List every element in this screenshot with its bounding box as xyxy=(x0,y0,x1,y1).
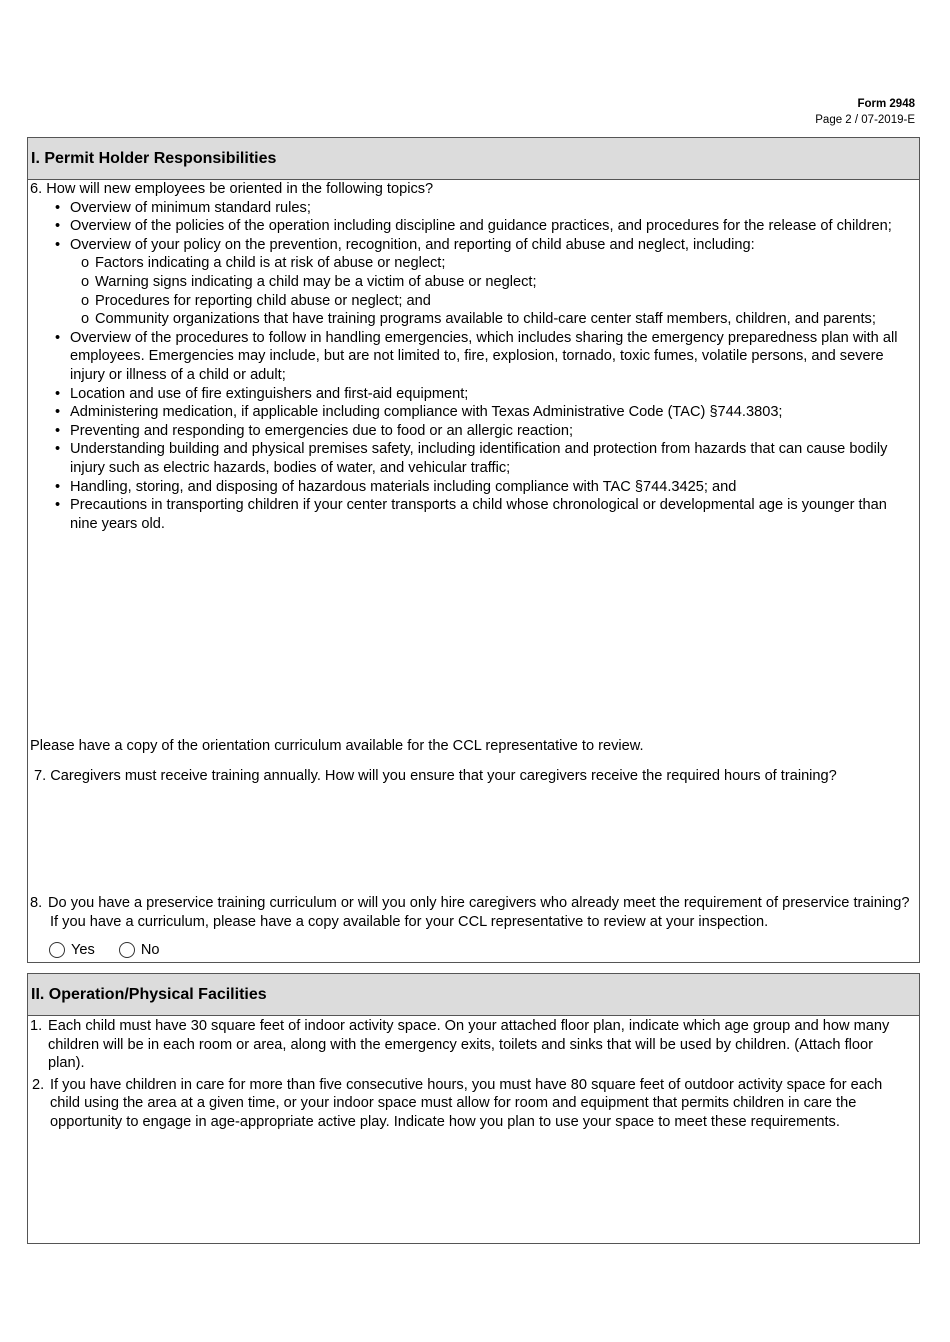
list-item: • Administering medication, if applicable including compliance with Texas Administrative Code (TAC) §744.3803; xyxy=(55,404,783,421)
question-text: Do you have a preservice training curriculum or will you only hire caregivers who already meet the requirement of preservice training? If you have a curriculum, please have a copy available for your CCL representative to review at your inspection. xyxy=(48,895,910,930)
section-permit-holder xyxy=(27,137,920,963)
yes-radio[interactable] xyxy=(49,941,95,960)
list-item: • Overview of minimum standard rules; xyxy=(55,199,311,216)
radio-label: Yes xyxy=(71,942,95,958)
radio-label: No xyxy=(140,942,160,958)
topics-list-continued xyxy=(28,329,919,534)
question-6: 6. How will new employees be oriented in the following topics? xyxy=(30,181,434,197)
page-info: Page 2 / 07-2019-E xyxy=(815,114,915,126)
list-item: • Overview of your policy on the prevention, recognition, and reporting of child abuse and neglect, including: xyxy=(55,236,755,253)
form-number: Form 2948 xyxy=(857,98,915,110)
radio-circle-icon[interactable] xyxy=(49,942,65,958)
form-identifier xyxy=(815,96,915,128)
list-item: • Location and use of fire extinguishers and first-aid equipment; xyxy=(55,385,469,402)
section-body xyxy=(28,1016,919,1132)
facility-question-2: 2. If you have children in care for more than five consecutive hours, you must have 80 square feet of outdoor activity space for each child using the area at a given time, or your indoor space must allow for room and equipment that permits children in care the opportunity to engage in age-appropriate active play. Indicate how you plan to use your space to meet these requirements. xyxy=(32,1076,883,1130)
section-operation-facilities xyxy=(27,973,920,1244)
question-8 xyxy=(30,894,910,931)
list-item: • Overview of the procedures to follow in handling emergencies, which includes sharing the emergency preparedness plan with all employees. Emergencies may include, but are not limited to, fire, explosion, tornado, toxic fumes, volatile persons, and severe injury or illness of a child or adult; xyxy=(55,329,898,383)
question-number: 8. xyxy=(30,895,43,911)
sub-list-item: o Warning signs indicating a child may be a victim of abuse or neglect; xyxy=(81,273,537,290)
sub-list-item: o Community organizations that have training programs available to child-care center staff members, children, and parents; xyxy=(81,311,876,328)
radio-circle-icon[interactable] xyxy=(119,942,135,958)
orientation-note: Please have a copy of the orientation curriculum available for the CCL representative to review. xyxy=(30,738,644,754)
topics-list xyxy=(28,199,919,255)
sub-list xyxy=(28,254,919,328)
list-item: • Preventing and responding to emergencies due to food or an allergic reaction; xyxy=(55,422,573,439)
sub-list-item: o Factors indicating a child is at risk of abuse or neglect; xyxy=(81,255,446,272)
list-item: • Understanding building and physical premises safety, including identification and protection from hazards that can cause bodily injury such as electric hazards, bodies of water, and vehicular traffic; xyxy=(55,441,888,476)
preservice-radio-group xyxy=(49,941,159,960)
section-title: II. Operation/Physical Facilities xyxy=(28,974,919,1016)
list-item: • Overview of the policies of the operation including discipline and guidance practices, and procedures for the release of children; xyxy=(55,218,892,235)
sub-list-item: o Procedures for reporting child abuse or neglect; and xyxy=(81,292,431,309)
section-title: I. Permit Holder Responsibilities xyxy=(28,138,919,180)
list-item: • Handling, storing, and disposing of hazardous materials including compliance with TAC §744.3425; and xyxy=(55,478,737,495)
question-7: 7. Caregivers must receive training annually. How will you ensure that your caregivers receive the required hours of training? xyxy=(34,768,837,784)
list-item: • Precautions in transporting children if your center transports a child whose chronological or developmental age is younger than nine years old. xyxy=(55,497,887,532)
section-body xyxy=(28,180,919,958)
facility-question-1: 1. Each child must have 30 square feet of indoor activity space. On your attached floor plan, indicate which age group and how many children will be in each room or area, along with the emergency exits, toilets and sinks that will be used by children. (Attach floor plan). xyxy=(30,1018,890,1072)
no-radio[interactable] xyxy=(119,941,160,960)
